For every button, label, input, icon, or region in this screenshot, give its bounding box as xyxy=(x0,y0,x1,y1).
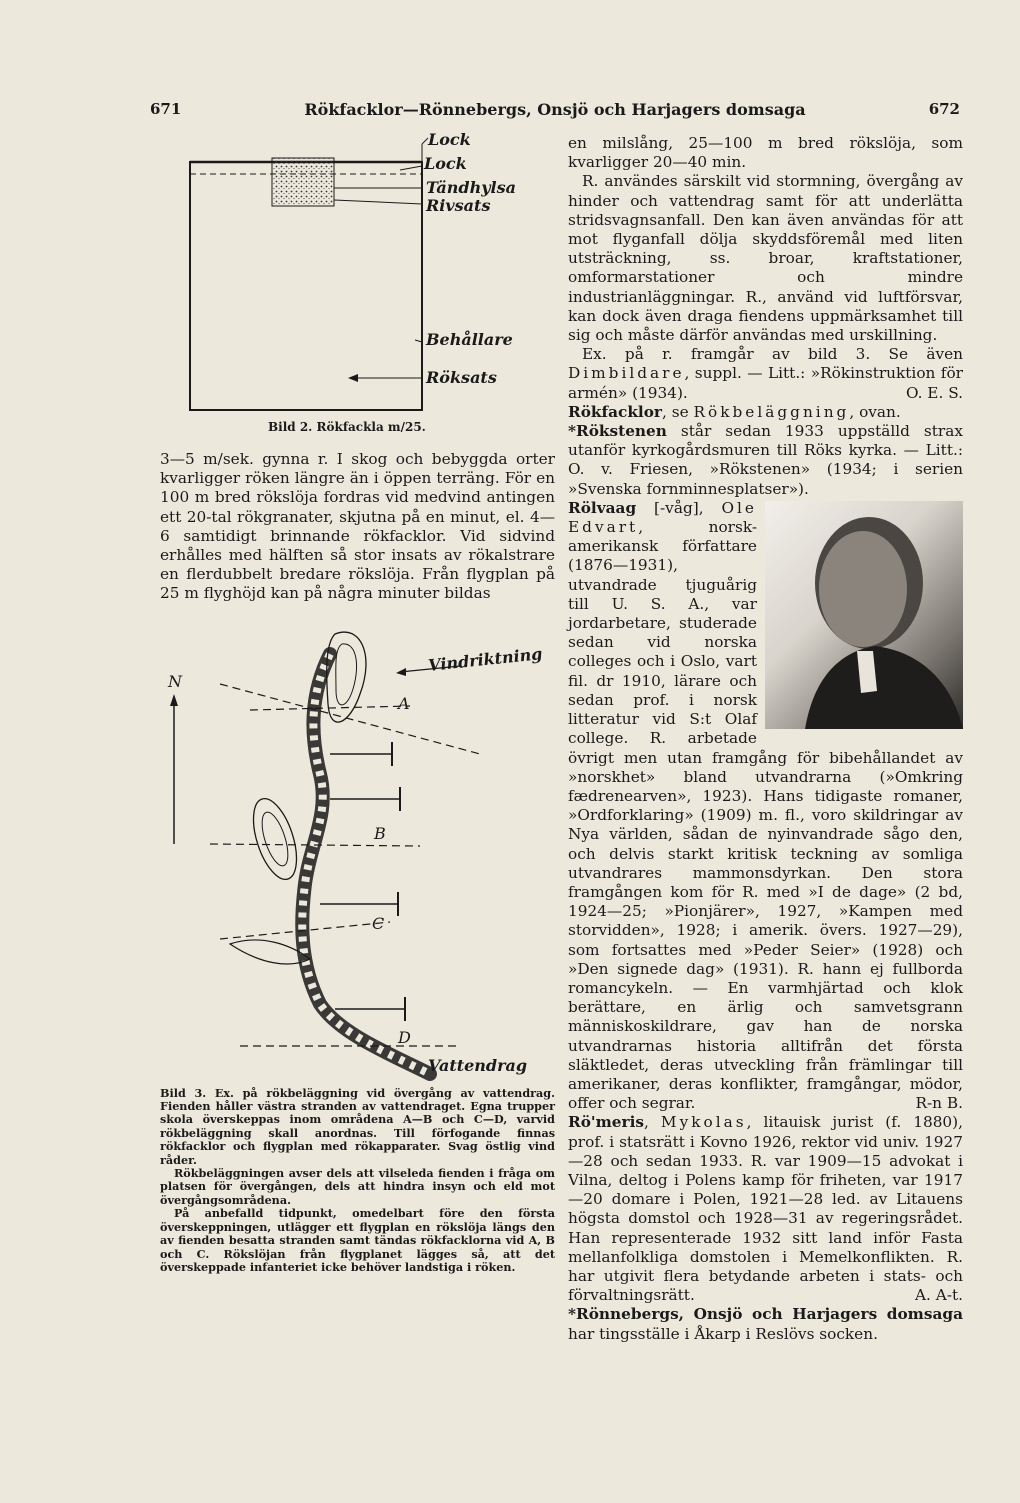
figure2-caption: Bild 2. Rökfackla m/25. xyxy=(268,420,426,434)
left-column xyxy=(160,130,555,1274)
label-rivsats: Rivsats xyxy=(426,196,491,215)
page-header xyxy=(150,100,960,124)
right-p3-a: Ex. på r. framgår av bild 3. Se även xyxy=(582,345,963,364)
right-p3 xyxy=(568,345,963,403)
left-page-number: 671 xyxy=(150,100,182,118)
figure3-caption-p1: Bild 3. Ex. på rökbeläggning vid övergång av vattendrag. Fienden håller västra stranden av vattendraget. Egna trupper skola överskeppas inom områdena A—B och C—D, varvid rökbeläggning skall anordnas. Till förfogande finnas rökfacklor och flygplan med rökapparater. Svag östlig vind råder. xyxy=(160,1085,555,1167)
right-p1: en milslång, 25—100 m bred rökslöja, som kvarligger 20—40 min. xyxy=(568,134,963,172)
portrait-photo xyxy=(765,501,963,729)
right-p4 xyxy=(568,403,963,422)
right-p7-a: , xyxy=(644,1113,649,1132)
running-title: Rökfacklor—Rönnebergs, Onsjö och Harjagers domsaga xyxy=(304,100,806,119)
right-page-number: 672 xyxy=(928,100,960,118)
label-lock-1: Lock xyxy=(428,130,471,149)
entry-head-rokfacklor: Rökfacklor xyxy=(568,402,662,421)
right-p5 xyxy=(568,422,963,499)
right-p7-b: Mykolas xyxy=(660,1113,747,1132)
right-column xyxy=(568,134,963,1344)
label-vindriktning: Vindriktning xyxy=(427,643,544,675)
entry-head-romeris: Rö'meris xyxy=(568,1113,644,1132)
label-d: D xyxy=(398,1027,411,1047)
entry-head-ronnebergs: *Rönnebergs, Onsjö och Harjagers domsaga xyxy=(568,1305,963,1324)
entry-head-rokstenen: *Rökstenen xyxy=(568,422,667,441)
label-vattendrag: Vattendrag xyxy=(428,1055,528,1075)
figure3-caption xyxy=(160,1087,555,1275)
label-a: A xyxy=(398,693,410,713)
figure-smoke-torch xyxy=(160,130,555,434)
right-p6-c: , norsk-amerikansk författare (1876—1931), utvandrade tjuguårig till U. S. A., var jordarbetare, studerade sedan vid norska colleges och i Oslo, vart fil. dr 1910, lärare och sedan prof. i norsk litteratur vid S:t Olaf college. R. arbetade övrigt men utan framgång för bibehållandet av »norskhet» bland utvandrarna (»Omkring fædrenearven», 1923). Hans tidigaste romaner, »Ordforklaring» (1909) m. fl., voro skildringar av Nya världen, sådan de nyinvandrade sågo den, och delvis starkt kritisk teckning av somliga utvandrares mammonsdyrkan. Den stora framgången kom för R. med »I de dage» (2 bd, 1924—25; »Pionjärer», 1927, »Kampen med storvidden», 1928; i amerik. övers. 1927—29), som fortsattes med »Peder Seier» (1928) och »Den signede dag» (1931). R. hann ej fullborda romancykeln. — En varmhjärtad och klok berättare, en ärlig och samvetsgrann människoskildrare, gav han de norska utvandrarnas historia alltifrån det första släktledet, deras utveckling från främlingar till amerikaner, deras konflikter, framgångar, mödor, offer och segrar. xyxy=(568,518,963,1113)
right-p6-signature: R-n B. xyxy=(915,1094,963,1113)
label-behallare: Behållare xyxy=(426,330,513,349)
right-p3-signature: O. E. S. xyxy=(905,383,963,402)
figure3-caption-p3: På anbefalld tidpunkt, omedelbart före den första överskeppningen, utlägger ett flygplan en rökslöja längs den av fienden besatta stranden samt tändas rökfacklorna vid A, B och C. Rökslöjan från flygplanet lägges så, att det överskeppade infanteriet icke behöver landstiga i röken. xyxy=(160,1206,555,1274)
right-p8-body: har tingsställe i Åkarp i Reslövs socken. xyxy=(568,1324,878,1343)
right-p7 xyxy=(568,1113,963,1305)
right-p6-a: [-våg], xyxy=(654,498,704,517)
figure-river-crossing xyxy=(160,614,555,1079)
river-crossing-map xyxy=(160,614,555,1084)
right-p8 xyxy=(568,1305,963,1343)
right-p3-b: Dimbildare xyxy=(568,364,685,383)
entry-head-rolvaag: Rölvaag xyxy=(568,498,637,517)
label-c: C xyxy=(372,913,385,933)
right-p3-c: , suppl. — Litt.: »Rökinstruktion för armén» (1934). xyxy=(568,364,963,402)
right-p7-c: , litauisk jurist (f. 1880), prof. i statsrätt i Kovno 1926, rektor vid univ. 1927—28 och sedan 1933. R. var 1909—15 advokat i Vilna, deltog i Polens kamp för friheten, var 1917—20 domare i Polen, 1921—28 led. av Litauens högsta domstol och 1928—31 av regeringsrådet. Han representerade 1932 sitt land inför Fasta mellanfolkliga domstolen i Memelkonflikten. R. har utgivit flera betydande arbeten i stats- och förvaltningsrätt. xyxy=(568,1113,963,1305)
left-paragraph: 3—5 m/sek. gynna r. I skog och bebyggda orter kvarligger röken längre än i öppen terräng. För en 100 m bred rökslöja fordras vid medvind antingen ett 20-tal rökgranater, skjutna på en minut, el. 4—6 samtidigt brinnande rökfacklor. Vid sidvind erhålles med hälften så stor insats av rökalstrare en flerdubbelt bredare rökslöja. Från flygplan på 25 m flyghöjd kan på några minuter bildas xyxy=(160,450,555,603)
right-p6 xyxy=(568,499,963,1114)
label-b: B xyxy=(374,823,386,843)
right-p5-body: står sedan 1933 uppställd strax utanför kyrkogårdsmuren till Röks kyrka. — Litt.: O. v. Friesen, »Rökstenen» (1934; i serien »Svenska fornminnesplatser»). xyxy=(568,422,963,498)
figure3-caption-p2: Rökbeläggningen avser dels att vilseleda fienden i fråga om platsen för övergången, dels att hindra insyn och eld mot övergångsområdena. xyxy=(160,1166,555,1207)
label-roksats: Röksats xyxy=(426,368,497,387)
right-p7-signature: A. A-t. xyxy=(915,1286,963,1305)
right-p4-a: , se xyxy=(662,402,689,421)
right-p6-b: Ole Edvart xyxy=(568,498,757,537)
right-p4-c: , ovan. xyxy=(849,402,901,421)
label-tandhylsa: Tändhylsa xyxy=(426,178,516,197)
right-p2: R. användes särskilt vid stormning, övergång av hinder och vattendrag samt för att underlätta stridsvagnsanfall. Den kan även användas för att mot flyganfall dölja skyddsföremål med liten utsträckning, ss. broar, kraftstationer, omformarstationer och mindre industrianläggningar. R., använd vid luftförsvar, kan dock även draga fiendens uppmärksamhet till sig och måste därför användas med urskillning. xyxy=(568,172,963,345)
right-p4-b: Rökbeläggning xyxy=(693,402,850,421)
label-lock-2: Lock xyxy=(424,154,467,173)
label-north: N xyxy=(168,671,182,691)
portrait-silhouette xyxy=(765,501,963,729)
